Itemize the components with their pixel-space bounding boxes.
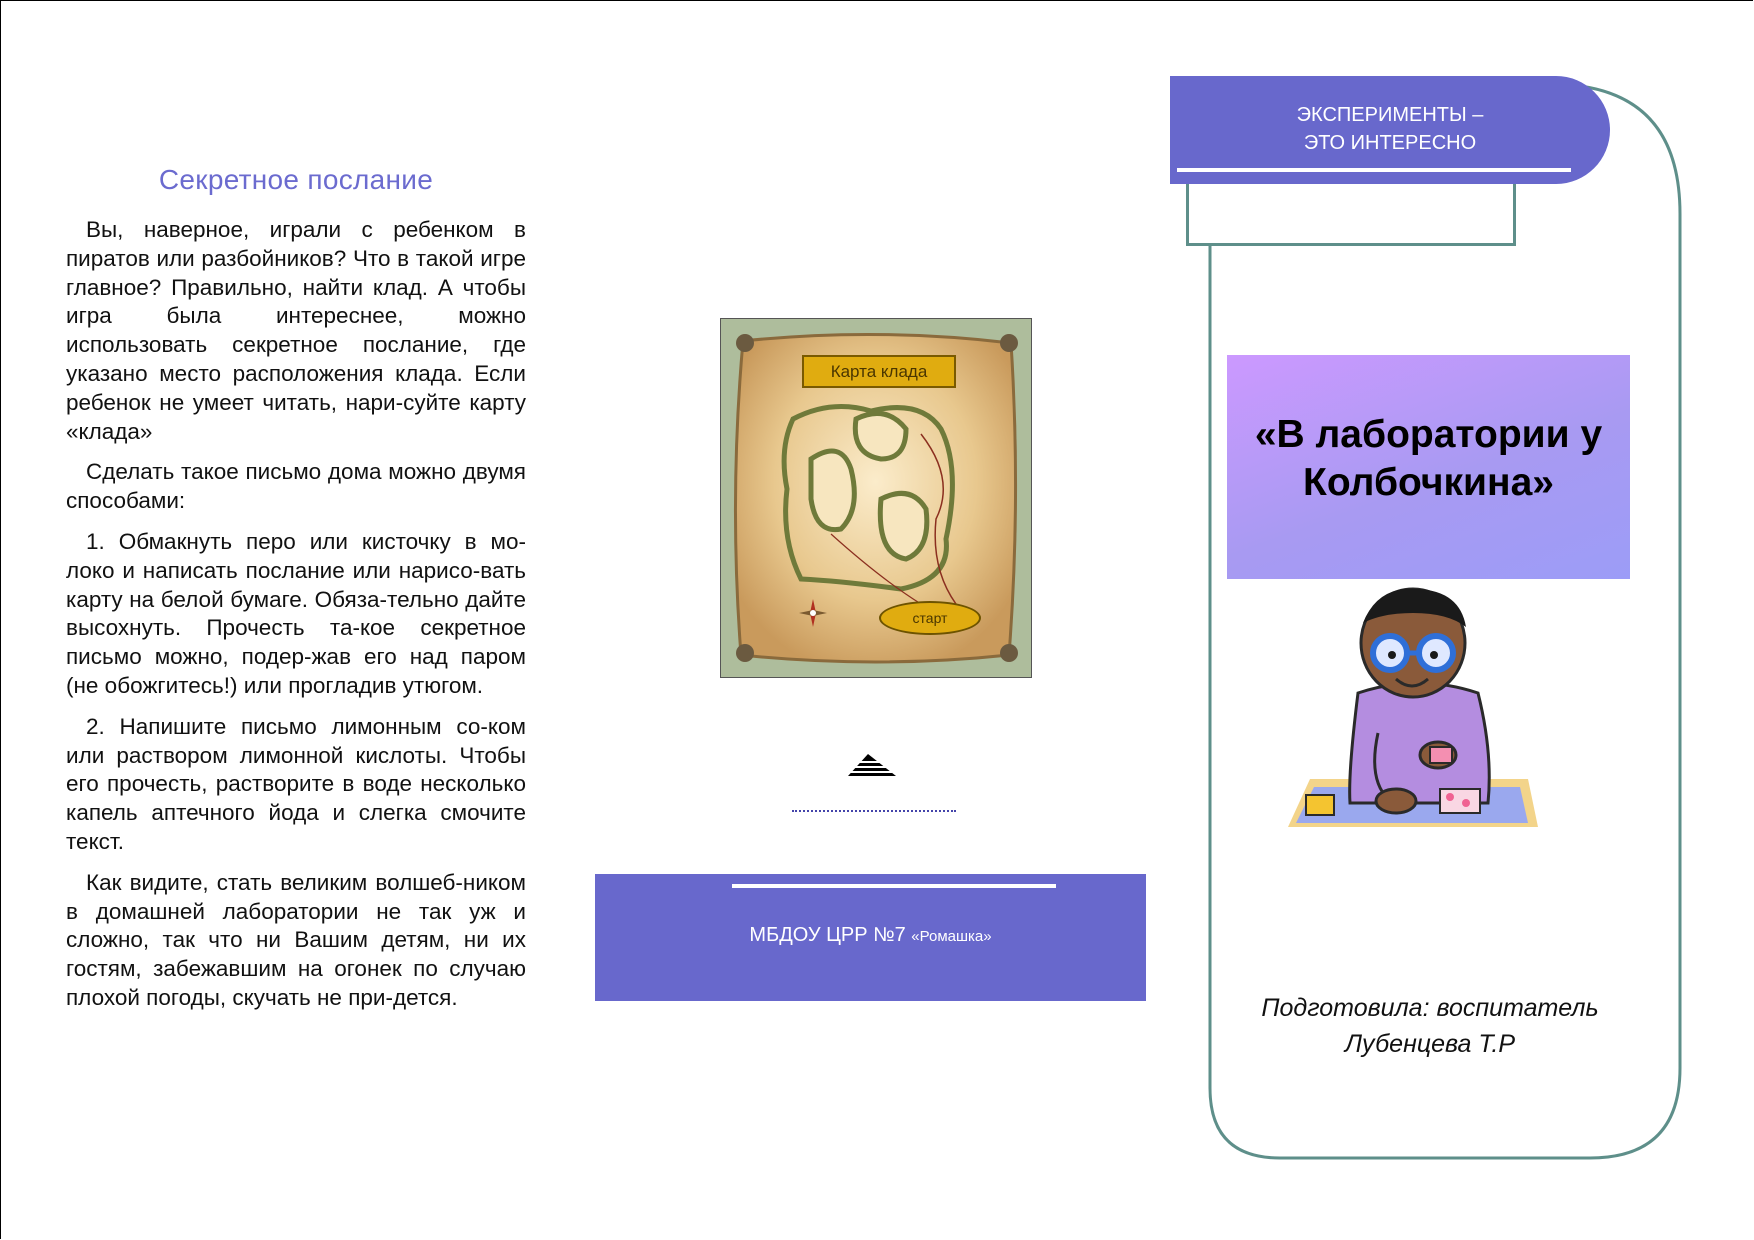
title-block — [1227, 355, 1630, 579]
paragraph: 2. Напишите письмо лимонным со-ком или раствором лимонной кислоты. Чтобы его прочесть, растворите в воде несколько капель аптечного йода и слегка смочите текст. — [66, 713, 526, 854]
paragraph: Сделать такое письмо дома можно двумя способами: — [66, 459, 526, 514]
header-line: ЭТО ИНТЕРЕСНО — [1303, 132, 1477, 154]
organization-code: МБДОУ ЦРР №7 — [749, 924, 906, 946]
main-title — [1227, 411, 1630, 507]
author-line: Подготовила: воспитатель — [1261, 994, 1599, 1022]
author-line: Лубенцева Т.Р — [1344, 1030, 1516, 1058]
map-start-label: старт — [879, 601, 981, 635]
author-credit — [1230, 990, 1630, 1062]
paragraph: Как видите, стать великим волшеб-ником в домашней лаборатории не так уж и сложно, так что ни Вашим детям, ни их гостям, забежавшим на огонек по случаю плохой погоды, скучать не при-дется. — [66, 869, 526, 1010]
treasure-map-image — [720, 318, 1032, 678]
organization-title: «Ромашка» — [911, 928, 992, 945]
footer-rule — [732, 884, 1056, 888]
main-title-line: Колбочкина» — [1303, 461, 1554, 504]
paragraph: 1. Обмакнуть перо или кисточку в мо-локо и написать послание или нарисо-вать карту на белой бумаге. Обяза-тельно дайте высохнуть. Прочесть та-кое секретное письмо можно, подер-жав его над паром (не обожгитесь!) или прогладив утюгом. — [66, 528, 526, 698]
left-panel — [66, 150, 526, 1025]
paragraph: Вы, наверное, играли с ребенком в пиратов или разбойников? Что в такой игре главное? Правильно, найти клад. А чтобы игра была интереснее, можно использовать секретное послание, где указано место расположения клада. Если ребенок не умеет читать, нари-суйте карту «клада» — [66, 217, 526, 444]
section-title: Секретное послание — [158, 164, 434, 195]
organization-name — [595, 924, 1146, 947]
child-scientist-illustration — [1288, 583, 1548, 827]
header-line: ЭКСПЕРИМЕНТЫ – — [1296, 104, 1484, 126]
ship-icon — [846, 752, 898, 780]
map-title-label: Карта клада — [802, 355, 956, 388]
header-rule — [1177, 168, 1571, 172]
dotted-divider — [792, 810, 956, 812]
tab-box — [1186, 184, 1516, 246]
header-tab — [1170, 76, 1610, 184]
main-title-line: «В лаборатории у — [1254, 413, 1603, 456]
footer-banner — [595, 874, 1146, 1001]
header-text — [1170, 101, 1610, 157]
